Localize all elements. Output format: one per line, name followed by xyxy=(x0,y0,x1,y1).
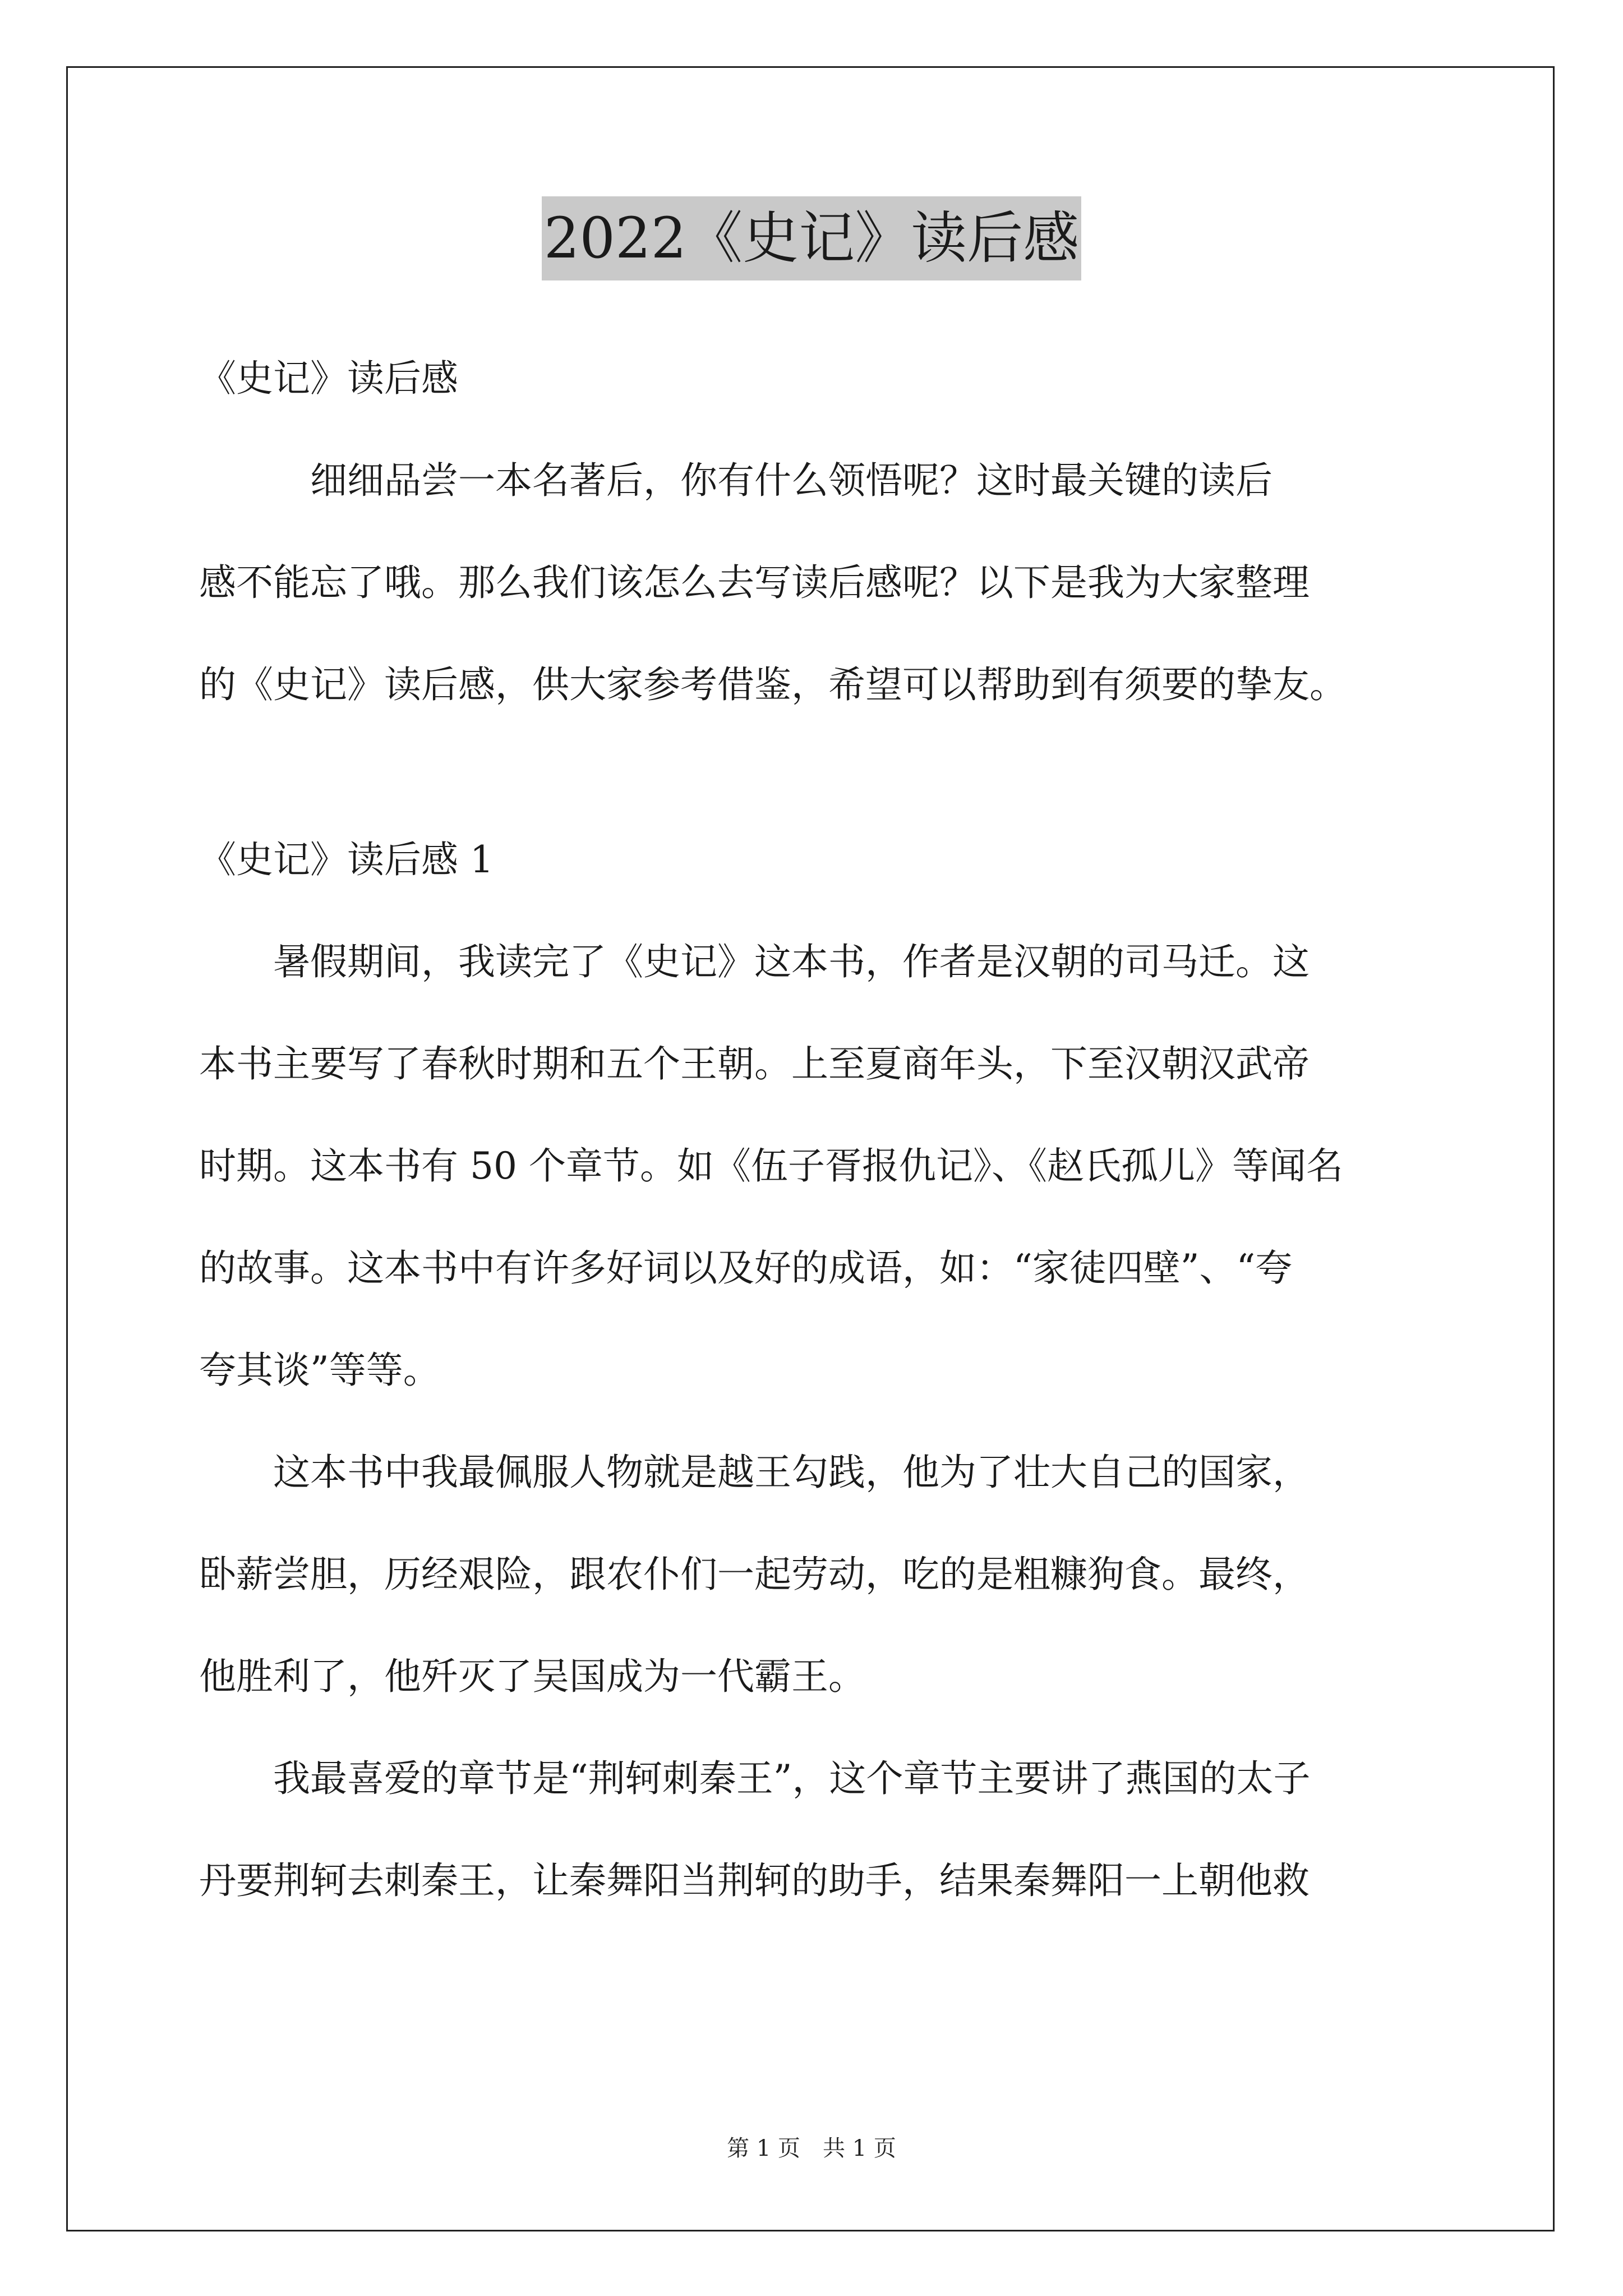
page-footer: 第 1 页 共 1 页 xyxy=(727,2136,896,2161)
paragraph-line: 时期。这本书有 50 个章节。如《伍子胥报仇记》、《赵氏孤儿》等闻名 xyxy=(199,1144,1343,1188)
paragraph-line: 暑假期间，我读完了《史记》这本书，作者是汉朝的司马迁。这 xyxy=(199,940,1310,983)
paragraph-line: 夸其谈”等等。 xyxy=(199,1349,440,1392)
title-container xyxy=(0,196,1623,280)
section-heading: 《史记》读后感 1 xyxy=(199,838,494,881)
document-title: 2022《史记》读后感 xyxy=(542,196,1082,280)
paragraph-line: 本书主要写了春秋时期和五个王朝。上至夏商年头，下至汉朝汉武帝 xyxy=(199,1042,1310,1085)
intro-heading: 《史记》读后感 xyxy=(199,357,458,400)
document-body xyxy=(199,342,1427,1947)
paragraph-line: 我最喜爱的章节是“荆轲刺秦王”，这个章节主要讲了燕国的太子 xyxy=(199,1757,1311,1800)
paragraph-line: 这本书中我最佩服人物就是越王勾践，他为了壮大自己的国家， xyxy=(199,1451,1310,1494)
paragraph-line: 卧薪尝胆，历经艰险，跟农仆们一起劳动，吃的是粗糠狗食。最终， xyxy=(199,1553,1310,1596)
paragraph-line: 的故事。这本书中有许多好词以及好的成语，如：“家徒四壁”、“夸 xyxy=(199,1246,1293,1290)
paragraph-line: 的《史记》读后感，供大家参考借鉴，希望可以帮助到有须要的挚友。 xyxy=(199,663,1347,706)
paragraph-line: 细细品尝一本名著后，你有什么领悟呢？这时最关键的读后 xyxy=(199,459,1272,502)
paragraph-line: 感不能忘了哦。那么我们该怎么去写读后感呢？以下是我为大家整理 xyxy=(199,561,1310,604)
paragraph-gap xyxy=(199,751,1427,823)
paragraph-line: 他胜利了，他歼灭了吴国成为一代霸王。 xyxy=(199,1655,865,1698)
paragraph-line: 丹要荆轲去刺秦王，让秦舞阳当荆轲的助手，结果秦舞阳一上朝他救 xyxy=(199,1859,1310,1902)
